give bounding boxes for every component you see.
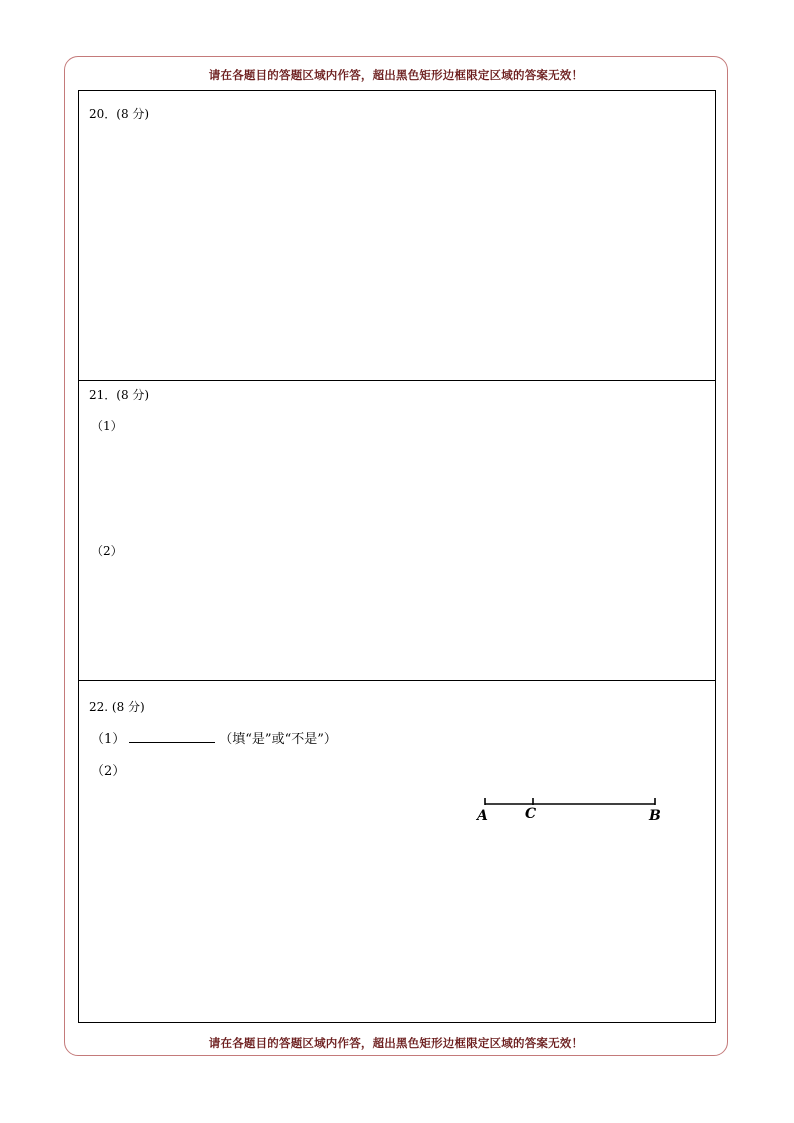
q22-part1-hint: （填“是”或“不是”） <box>219 732 337 747</box>
point-c-label: C <box>525 806 537 822</box>
question-20-label: 20．(8 分) <box>89 107 150 121</box>
top-warning: 请在各题目的答题区域内作答，超出黑色矩形边框限定区域的答案无效！ <box>208 68 584 82</box>
q22-part1-blank[interactable] <box>129 730 215 743</box>
question-21-label: 21．(8 分) <box>89 388 150 402</box>
q21-part2-label: （2） <box>91 544 123 558</box>
answer-area-q22[interactable] <box>78 680 716 1023</box>
answer-area-q21[interactable] <box>78 380 716 681</box>
point-a-label: A <box>477 808 488 824</box>
bottom-warning: 请在各题目的答题区域内作答，超出黑色矩形边框限定区域的答案无效！ <box>208 1036 584 1050</box>
q22-part1-row <box>91 728 337 747</box>
question-22-label: 22. (8 分) <box>89 700 145 714</box>
q22-part2-label: （2） <box>91 764 126 779</box>
segment-line <box>483 796 663 812</box>
answer-area-q20[interactable] <box>78 90 716 381</box>
point-b-label: B <box>649 808 661 824</box>
q22-part1-label: （1） <box>91 732 126 747</box>
q21-part1-label: （1） <box>91 419 123 433</box>
